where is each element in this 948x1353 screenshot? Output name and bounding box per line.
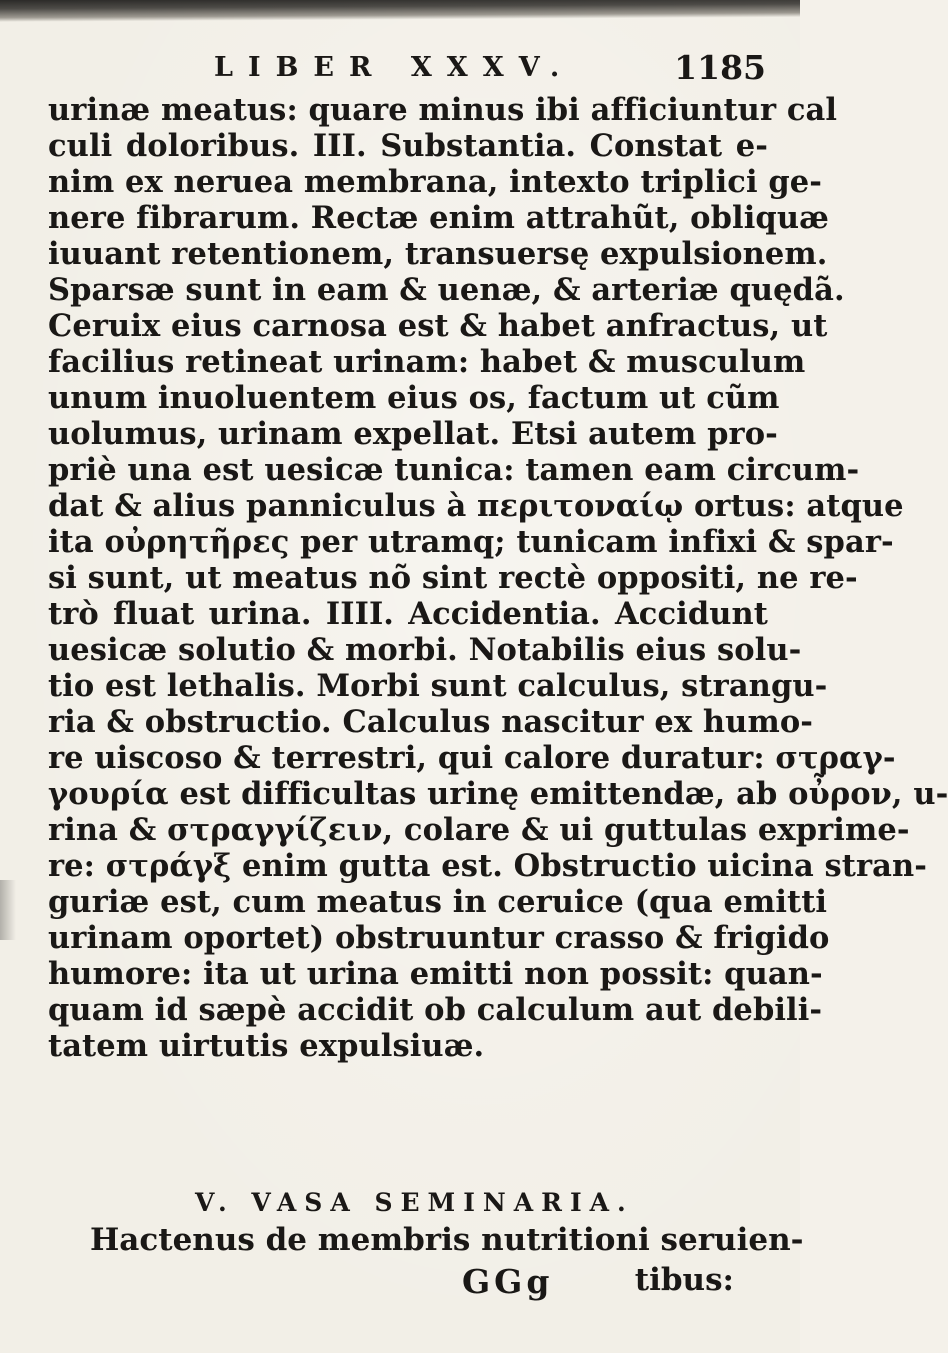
catchword: tibus: — [634, 1262, 734, 1298]
body-text — [48, 92, 948, 1064]
text-line: urinæ meatus: quare minus ibi afficiuntur cal — [48, 92, 838, 128]
text-line: urinam oportet) obstruuntur crasso & frigido — [48, 920, 830, 956]
text-line: nere fibrarum. Rectæ enim attrahũt, obliquæ — [48, 200, 829, 236]
text-line: tio est lethalis. Morbi sunt calculus, strangu- — [48, 668, 828, 704]
section-first-line: Hactenus de membris nutritioni seruien- — [90, 1222, 804, 1258]
text-line: facilius retineat urinam: habet & musculum — [48, 344, 806, 380]
text-line: rina & στραγγίζειν, colare & ui guttulas exprime- — [48, 812, 910, 848]
text-line: unum inuoluentem eius os, factum ut cũm — [48, 380, 780, 416]
text-line: iuuant retentionem, transuersę expulsionem. — [48, 236, 828, 272]
page-header — [56, 48, 766, 88]
text-line: si sunt, ut meatus nõ sint rectè oppositi, ne re- — [48, 560, 858, 596]
text-line: tatem uirtutis expulsiuæ. — [48, 1028, 485, 1064]
text-line: humore: ita ut urina emitti non possit: quan- — [48, 956, 823, 992]
text-line: ita οὐρητῆρες per utramq; tunicam infixi & spar- — [48, 524, 894, 560]
page-top-edge-shadow — [0, 0, 800, 22]
text-line: trò fluat urina. IIII. Accidentia. Accidunt — [48, 596, 768, 632]
page-number: 1185 — [674, 48, 766, 87]
section-heading: V. VASA SEMINARIA. — [195, 1188, 634, 1217]
text-line: re uiscoso & terrestri, qui calore duratur: στραγ- — [48, 740, 896, 776]
text-line: guriæ est, cum meatus in ceruice (qua emitti — [48, 884, 828, 920]
text-line: quam id sæpè accidit ob calculum aut debili- — [48, 992, 823, 1028]
running-title: LIBER XXXV. — [214, 52, 575, 83]
signature-mark: GGg — [462, 1262, 554, 1301]
text-line: nim ex neruea membrana, intexto triplici ge- — [48, 164, 823, 200]
text-line: dat & alius panniculus à περιτοναίῳ ortus: atque — [48, 488, 904, 524]
text-line: uolumus, urinam expellat. Etsi autem pro- — [48, 416, 778, 452]
text-line: re: στράγξ enim gutta est. Obstructio uicina stran- — [48, 848, 928, 884]
text-line: Sparsæ sunt in eam & uenæ, & arteriæ quędã. — [48, 272, 845, 308]
text-line: culi doloribus. III. Substantia. Constat e- — [48, 128, 768, 164]
page-left-smudge — [0, 880, 16, 940]
text-line: uesicæ solutio & morbi. Notabilis eius solu- — [48, 632, 802, 668]
text-line: γουρία est difficultas urinę emittendæ, ab οὖρον, u- — [48, 776, 948, 812]
text-line: Ceruix eius carnosa est & habet anfractus, ut — [48, 308, 828, 344]
text-line: priè una est uesicæ tunica: tamen eam circum- — [48, 452, 860, 488]
text-line: ria & obstructio. Calculus nascitur ex humo- — [48, 704, 814, 740]
